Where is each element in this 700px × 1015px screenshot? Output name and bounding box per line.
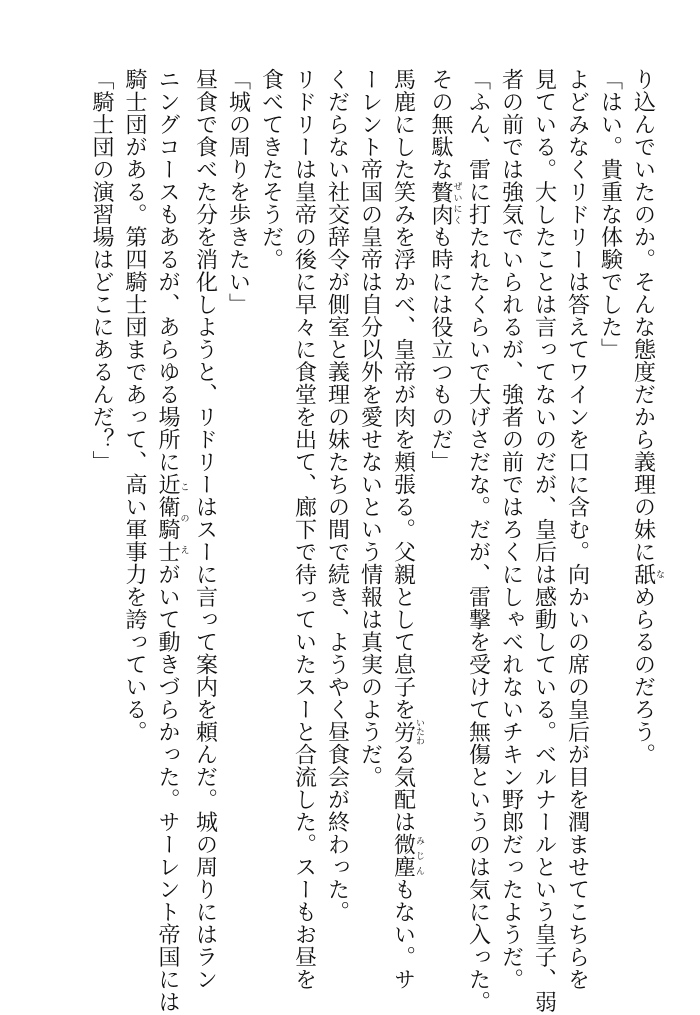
furigana-base: 近衛騎士 — [155, 473, 180, 563]
furigana-base: 舐 — [630, 563, 656, 586]
text-line: よどみなくリドリーは答えてワインを口に含む。向かいの席の皇后が目を潤ませてこちらを — [564, 68, 590, 991]
text-line: 食べてきたそうだ。 — [258, 68, 284, 271]
text-line: ニングコースもあるが、あらゆる場所に近衛騎士このえがいて動きづらかった。サーレント帝国には — [155, 68, 189, 1013]
text-line: 騎士団がある。第四騎士団まであって、高い軍事力を誇っている。 — [122, 68, 147, 743]
furigana-base: 贅肉 — [428, 180, 453, 226]
text-line: 馬鹿にした笑みを浮かべ、皇帝が肉を頬張る。父親として息子を労いたわる気配は微塵みじんもない。サ — [390, 68, 424, 991]
furigana-word — [428, 180, 462, 226]
furigana-word — [155, 473, 189, 563]
text-line: 「はい。貴重な体験でした」 — [597, 68, 623, 361]
furigana-word — [630, 563, 664, 586]
vertical-text-body — [24, 68, 664, 1013]
furigana-word — [390, 833, 424, 878]
furigana-reading: な — [654, 563, 664, 586]
furigana-reading: みじん — [414, 833, 424, 878]
furigana-reading: ぜいにく — [451, 180, 462, 226]
text-line: り込んでいたのか。そんな態度だから義理の妹に舐なめらるのだろう。 — [630, 68, 664, 766]
furigana-base: 労 — [390, 718, 416, 746]
furigana-reading: いたわ — [414, 718, 424, 746]
text-line: 「ふん、雷に打たれたくらいで大げさだな。だが、雷撃を受けて無傷というのは気に入った。 — [465, 68, 491, 1013]
furigana-word — [390, 718, 424, 746]
text-line: ーレント帝国の皇帝は自分以外を愛せないという情報は真実のようだ。 — [357, 68, 383, 788]
text-line: 「騎士団の演習場はどこにあるんだ？」 — [89, 68, 114, 473]
text-line: 見ている。大したことは言ってないのだが、皇后は感動している。ベルナールという皇子、弱 — [531, 68, 557, 1013]
text-line: くだらない社交辞令が側室と義理の妹たちの間で続き、ようやく昼食会が終わった。 — [324, 68, 350, 923]
text-line: リドリーは皇帝の後に早々に食堂を出て、廊下で待っていたスーと合流した。スーもお昼を — [291, 68, 317, 991]
furigana-reading: このえ — [178, 473, 189, 563]
text-line: 昼食で食べた分を消化しようと、リドリーはスーに言って案内を頼んだ。城の周りにはラン — [192, 68, 218, 991]
text-line: 「城の周りを歩きたい」 — [225, 68, 251, 316]
text-line: 者の前では強気でいられるが、強者の前ではろくにしゃべれないチキン野郎だったようだ。 — [498, 68, 524, 991]
furigana-base: 微塵 — [390, 833, 416, 878]
text-line: その無駄な贅肉ぜいにくも時には役立つものだ」 — [428, 68, 462, 473]
